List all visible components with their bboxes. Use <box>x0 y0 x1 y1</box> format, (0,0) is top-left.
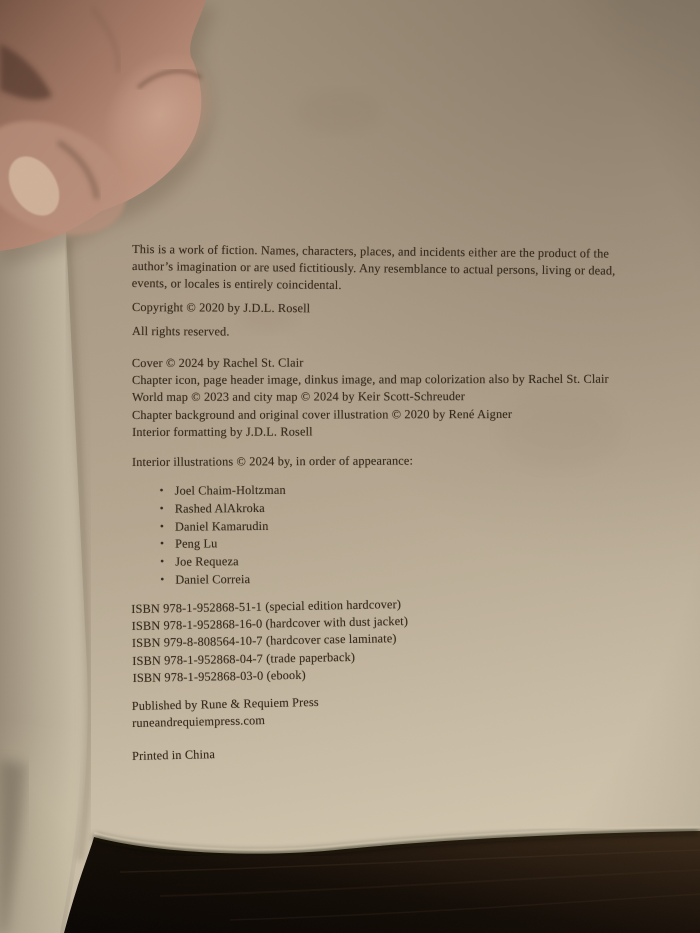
bullet-glyph: • <box>160 573 165 586</box>
rights-line: All rights reserved. <box>131 323 230 339</box>
isbn-line: ISBN 978-1-952868-16-0 (hardcover with dust jacket) <box>131 614 409 634</box>
publisher-block <box>132 687 633 732</box>
credit-line: Chapter background and original cover illustration © 2020 by René Aigner <box>132 406 513 422</box>
disclaimer-line: author’s imagination or are used fictitiously. Any resemblance to actual persons, living or dead, <box>131 259 616 278</box>
bullet-glyph: • <box>159 520 164 533</box>
isbn-line: ISBN 978-1-952868-04-7 (trade paperback) <box>132 649 356 668</box>
copyright-line: Copyright © 2020 by J.D.L. Rosell <box>131 299 311 315</box>
illustrator-name: Joel Chaim-Holtzman <box>174 483 286 498</box>
illustrator-name: Daniel Correia <box>175 572 251 587</box>
credit-line: Cover © 2024 by Rachel St. Clair <box>131 355 304 371</box>
printed-line: Printed in China <box>131 747 216 764</box>
bullet-glyph: • <box>159 502 164 515</box>
copyright-page-text <box>132 241 632 766</box>
bullet-glyph: • <box>160 556 165 569</box>
credit-line: World map © 2023 and city map © 2024 by Keir Scott-Schreuder <box>131 389 466 405</box>
bullet-glyph: • <box>159 484 164 498</box>
website-line: runeandrequiempress.com <box>132 713 266 731</box>
credit-line: Interior formatting by J.D.L. Rosell <box>132 424 313 439</box>
isbn-block <box>131 592 632 687</box>
illustrator-name: Rashed AlAkroka <box>174 500 265 516</box>
disclaimer-line: events, or locales is entirely coincidental. <box>131 276 342 293</box>
illustrator-name: Daniel Kamarudin <box>174 518 269 534</box>
illustrations-heading: Interior illustrations © 2024 by, in order of appearance: <box>131 453 414 470</box>
fiction-disclaimer <box>132 241 632 297</box>
illustrator-name: Peng Lu <box>175 536 218 552</box>
credit-line: Chapter icon, page header image, dinkus image, and map colorization also by Rachel St. Clair <box>131 371 609 388</box>
isbn-line: ISBN 978-1-952868-51-1 (special edition hardcover) <box>131 597 402 617</box>
credits-block <box>132 354 632 441</box>
illustrator-item <box>160 568 632 590</box>
bullet-glyph: • <box>160 538 165 551</box>
isbn-line: ISBN 979-8-808564-10-7 (hardcover case laminate) <box>131 631 397 651</box>
illustrator-list <box>132 479 633 590</box>
publisher-line: Published by Rune & Requiem Press <box>131 694 319 714</box>
disclaimer-line: This is a work of fiction. Names, characters, places, and incidents either are the product of the <box>132 242 610 261</box>
illustrator-name: Joe Requeza <box>175 554 239 570</box>
isbn-line: ISBN 978-1-952868-03-0 (ebook) <box>132 667 306 685</box>
